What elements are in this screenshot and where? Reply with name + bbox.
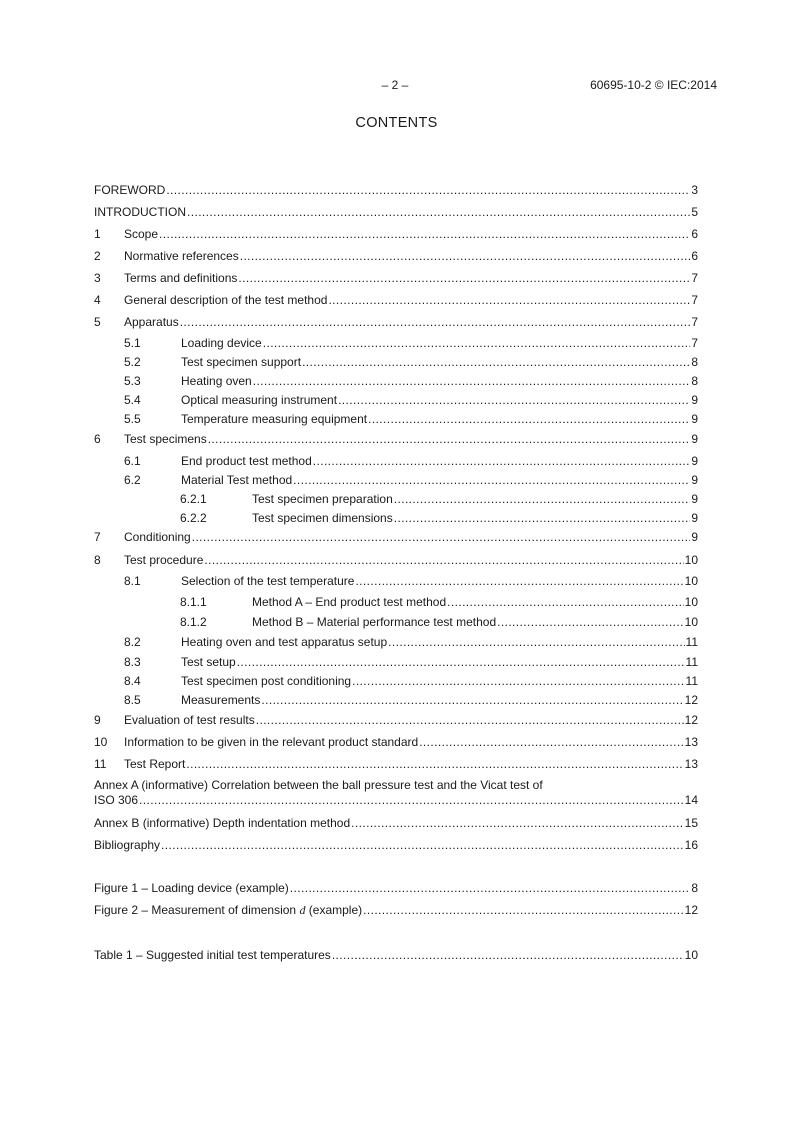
toc-entry-title: Heating oven — [181, 374, 252, 388]
toc-entry-number: 3 — [94, 271, 101, 285]
toc-entry-method-a[interactable] — [180, 594, 698, 610]
toc-entry-number: 6.2 — [124, 473, 141, 487]
toc-entry-page: 6 — [691, 227, 698, 241]
toc-entry-title: Method A – End product test method — [252, 595, 447, 609]
toc-entry-selection-temperature[interactable] — [124, 573, 698, 589]
toc-entry-title: Test Report — [124, 757, 186, 771]
toc-entry-page: 15 — [684, 816, 698, 830]
toc-entry-introduction[interactable] — [94, 204, 698, 220]
table-entry-1[interactable] — [94, 947, 698, 963]
dot-leader — [187, 204, 690, 220]
toc-entry-number: 8 — [94, 553, 101, 567]
toc-entry-title: Normative references — [124, 249, 239, 263]
toc-entry-number: 7 — [94, 530, 101, 544]
dot-leader — [161, 837, 684, 853]
toc-entry-number: 8.1 — [124, 574, 141, 588]
toc-entry-measurements[interactable] — [124, 692, 698, 708]
toc-entry-annex-a[interactable] — [94, 792, 698, 808]
toc-entry-material-method[interactable] — [124, 472, 698, 488]
toc-entry-title: Measurements — [181, 693, 261, 707]
toc-entry-number: 6.2.2 — [180, 511, 207, 525]
toc-entry-title: Test specimen post conditioning — [181, 674, 352, 688]
toc-entry-page: 10 — [684, 595, 698, 609]
list-of-tables — [94, 947, 698, 967]
dot-leader — [497, 614, 684, 630]
dot-leader — [313, 453, 691, 469]
toc-entry-page: 13 — [684, 735, 698, 749]
toc-entry-page: 7 — [691, 336, 698, 350]
toc-entry-page: 8 — [691, 374, 698, 388]
toc-entry-number: 10 — [94, 735, 108, 749]
toc-entry-title: Test specimen preparation — [252, 492, 393, 506]
toc-entry-page: 11 — [685, 635, 698, 649]
toc-entry-page: 12 — [684, 713, 698, 727]
toc-entry-page: 9 — [691, 393, 698, 407]
figure-entry-title — [94, 902, 362, 918]
toc-entry-number: 6.1 — [124, 454, 141, 468]
toc-entry-title: Test specimens — [124, 432, 207, 446]
dot-leader — [447, 594, 684, 610]
toc-entry-number: 5 — [94, 315, 101, 329]
toc-entry-number: 5.1 — [124, 336, 141, 350]
toc-entry-page: 3 — [691, 183, 698, 197]
toc-entry-specimen-preparation[interactable] — [180, 491, 698, 507]
toc-entry-number: 5.2 — [124, 355, 141, 369]
toc-entry-page: 9 — [691, 412, 698, 426]
toc-entry-number: 4 — [94, 293, 101, 307]
toc-entry-annex-b[interactable] — [94, 815, 698, 831]
toc-entry-title: Test specimen dimensions — [252, 511, 393, 525]
toc-entry-oven-setup[interactable] — [124, 634, 698, 650]
dot-leader — [302, 354, 690, 370]
toc-entry-title: Test specimen support — [181, 355, 302, 369]
dot-leader — [263, 335, 691, 351]
toc-entry-temperature-equipment[interactable] — [124, 411, 698, 427]
toc-entry-information[interactable] — [94, 734, 698, 750]
toc-entry-page: 10 — [684, 574, 698, 588]
toc-entry-title: Apparatus — [124, 315, 179, 329]
list-of-figures — [94, 880, 698, 920]
toc-entry-number: 8.5 — [124, 693, 141, 707]
toc-entry-apparatus[interactable] — [94, 314, 698, 330]
toc-entry-title: Test setup — [181, 655, 236, 669]
toc-entry-title: Annex B (informative) Depth indentation method — [94, 816, 351, 830]
dot-leader — [159, 226, 690, 242]
toc-entry-page: 14 — [684, 793, 698, 807]
toc-entry-number: 8.1.1 — [180, 595, 207, 609]
dot-leader — [368, 411, 690, 427]
page-number: – 2 – — [381, 78, 409, 92]
toc-entry-title: Terms and definitions — [124, 271, 238, 285]
toc-entry-title: Evaluation of test results — [124, 713, 255, 727]
toc-entry-test-setup[interactable] — [124, 654, 698, 670]
dot-leader — [351, 815, 683, 831]
toc-entry-number: 8.2 — [124, 635, 141, 649]
toc-entry-title: General description of the test method — [124, 293, 328, 307]
toc-entry-number: 1 — [94, 227, 101, 241]
dot-leader — [355, 573, 683, 589]
toc-entry-page: 7 — [691, 271, 698, 285]
toc-entry-number: 8.3 — [124, 655, 141, 669]
dot-leader — [394, 510, 691, 526]
table-entry-title: Table 1 – Suggested initial test temperatures — [94, 948, 331, 962]
toc-entry-page: 7 — [691, 315, 698, 329]
toc-entry-number: 2 — [94, 249, 101, 263]
document-reference: 60695-10-2 © IEC:2014 — [590, 78, 717, 92]
dot-leader — [363, 902, 684, 918]
toc-entry-number: 9 — [94, 713, 101, 727]
toc-entry-page: 5 — [691, 205, 698, 219]
toc-entry-title: Bibliography — [94, 838, 161, 852]
toc-entry-number: 6 — [94, 432, 101, 446]
dot-leader — [338, 392, 690, 408]
dot-leader — [261, 692, 683, 708]
toc-entry-title: ISO 306 — [94, 793, 139, 807]
toc-entry-number: 11 — [94, 757, 107, 771]
toc-entry-title: Selection of the test temperature — [181, 574, 355, 588]
toc-entry-page: 16 — [684, 838, 698, 852]
dot-leader — [192, 529, 691, 545]
toc-entry-loading-device[interactable] — [124, 335, 698, 351]
dot-leader — [293, 472, 690, 488]
toc-entry-specimen-support[interactable] — [124, 354, 698, 370]
page-title: CONTENTS — [355, 115, 438, 131]
figure-title-text: Figure 2 – Measurement of dimension — [94, 903, 300, 917]
dot-leader — [253, 373, 691, 389]
toc-entry-optical-instrument[interactable] — [124, 392, 698, 408]
dot-leader — [139, 792, 684, 808]
table-of-contents — [94, 182, 698, 862]
dot-leader — [204, 552, 683, 568]
toc-entry-page: 9 — [691, 473, 698, 487]
toc-entry-title: Temperature measuring equipment — [181, 412, 368, 426]
toc-entry-specimen-dimensions[interactable] — [180, 510, 698, 526]
toc-entry-page: 10 — [684, 615, 698, 629]
toc-entry-title: Information to be given in the relevant product standard — [124, 735, 419, 749]
dot-leader — [180, 314, 691, 330]
dot-leader — [240, 248, 691, 264]
dot-leader — [332, 947, 684, 963]
toc-entry-page: 13 — [684, 757, 698, 771]
figure-title-text: (example) — [305, 903, 363, 917]
dot-leader — [238, 270, 690, 286]
toc-entry-annex-a-line1[interactable]: Annex A (informative) Correlation between the ball pressure test and the Vicat test of — [94, 778, 543, 792]
toc-entry-conditioning[interactable] — [94, 529, 698, 545]
dot-leader — [388, 634, 684, 650]
toc-entry-number: 8.1.2 — [180, 615, 207, 629]
dot-leader — [237, 654, 685, 670]
toc-entry-evaluation[interactable] — [94, 712, 698, 728]
figure-entry-2[interactable] — [94, 902, 698, 918]
toc-entry-title: Scope — [124, 227, 159, 241]
toc-entry-page: 11 — [685, 655, 698, 669]
toc-entry-test-procedure[interactable] — [94, 552, 698, 568]
toc-entry-page: 9 — [691, 530, 698, 544]
toc-entry-scope[interactable] — [94, 226, 698, 242]
figure-title-variable: d — [299, 903, 306, 917]
toc-entry-number: 8.4 — [124, 674, 141, 688]
toc-entry-number: 5.5 — [124, 412, 141, 426]
figure-entry-page: 12 — [684, 903, 698, 917]
table-entry-page: 10 — [684, 948, 698, 962]
figure-entry-1[interactable] — [94, 880, 698, 896]
toc-entry-test-report[interactable] — [94, 756, 698, 772]
figure-entry-title: Figure 1 – Loading device (example) — [94, 881, 289, 895]
toc-entry-end-product-method[interactable] — [124, 453, 698, 469]
toc-entry-page: 9 — [691, 454, 698, 468]
toc-entry-page: 9 — [691, 511, 698, 525]
toc-entry-page: 9 — [691, 492, 698, 506]
toc-entry-title: End product test method — [181, 454, 312, 468]
toc-entry-page: 8 — [691, 355, 698, 369]
toc-entry-number: 5.3 — [124, 374, 141, 388]
figure-entry-page: 8 — [691, 881, 698, 895]
toc-entry-bibliography[interactable] — [94, 837, 698, 853]
toc-entry-test-specimens[interactable] — [94, 431, 698, 447]
toc-entry-page: 7 — [691, 293, 698, 307]
toc-entry-title: Test procedure — [124, 553, 204, 567]
toc-entry-title: Optical measuring instrument — [181, 393, 338, 407]
toc-entry-post-conditioning[interactable] — [124, 673, 698, 689]
toc-entry-title: Conditioning — [124, 530, 191, 544]
toc-entry-general-description[interactable] — [94, 292, 698, 308]
dot-leader — [186, 756, 683, 772]
dot-leader — [290, 880, 691, 896]
toc-entry-terms-definitions[interactable] — [94, 270, 698, 286]
toc-entry-page: 10 — [684, 553, 698, 567]
toc-entry-page: 6 — [691, 249, 698, 263]
toc-entry-title: FOREWORD — [94, 183, 166, 197]
dot-leader — [256, 712, 684, 728]
toc-entry-title: Loading device — [181, 336, 262, 350]
dot-leader — [352, 673, 684, 689]
toc-entry-heating-oven[interactable] — [124, 373, 698, 389]
toc-entry-title: Material Test method — [181, 473, 293, 487]
toc-entry-page: 11 — [685, 674, 698, 688]
dot-leader — [208, 431, 691, 447]
toc-entry-page: 12 — [684, 693, 698, 707]
dot-leader — [166, 182, 690, 198]
dot-leader — [419, 734, 683, 750]
toc-entry-method-b[interactable] — [180, 614, 698, 630]
toc-entry-number: 5.4 — [124, 393, 141, 407]
dot-leader — [394, 491, 691, 507]
toc-entry-normative-references[interactable] — [94, 248, 698, 264]
toc-entry-title: Heating oven and test apparatus setup — [181, 635, 388, 649]
toc-entry-page: 9 — [691, 432, 698, 446]
toc-entry-title: INTRODUCTION — [94, 205, 186, 219]
dot-leader — [328, 292, 690, 308]
toc-entry-title: Method B – Material performance test method — [252, 615, 497, 629]
toc-entry-number: 6.2.1 — [180, 492, 207, 506]
toc-entry-foreword[interactable] — [94, 182, 698, 198]
